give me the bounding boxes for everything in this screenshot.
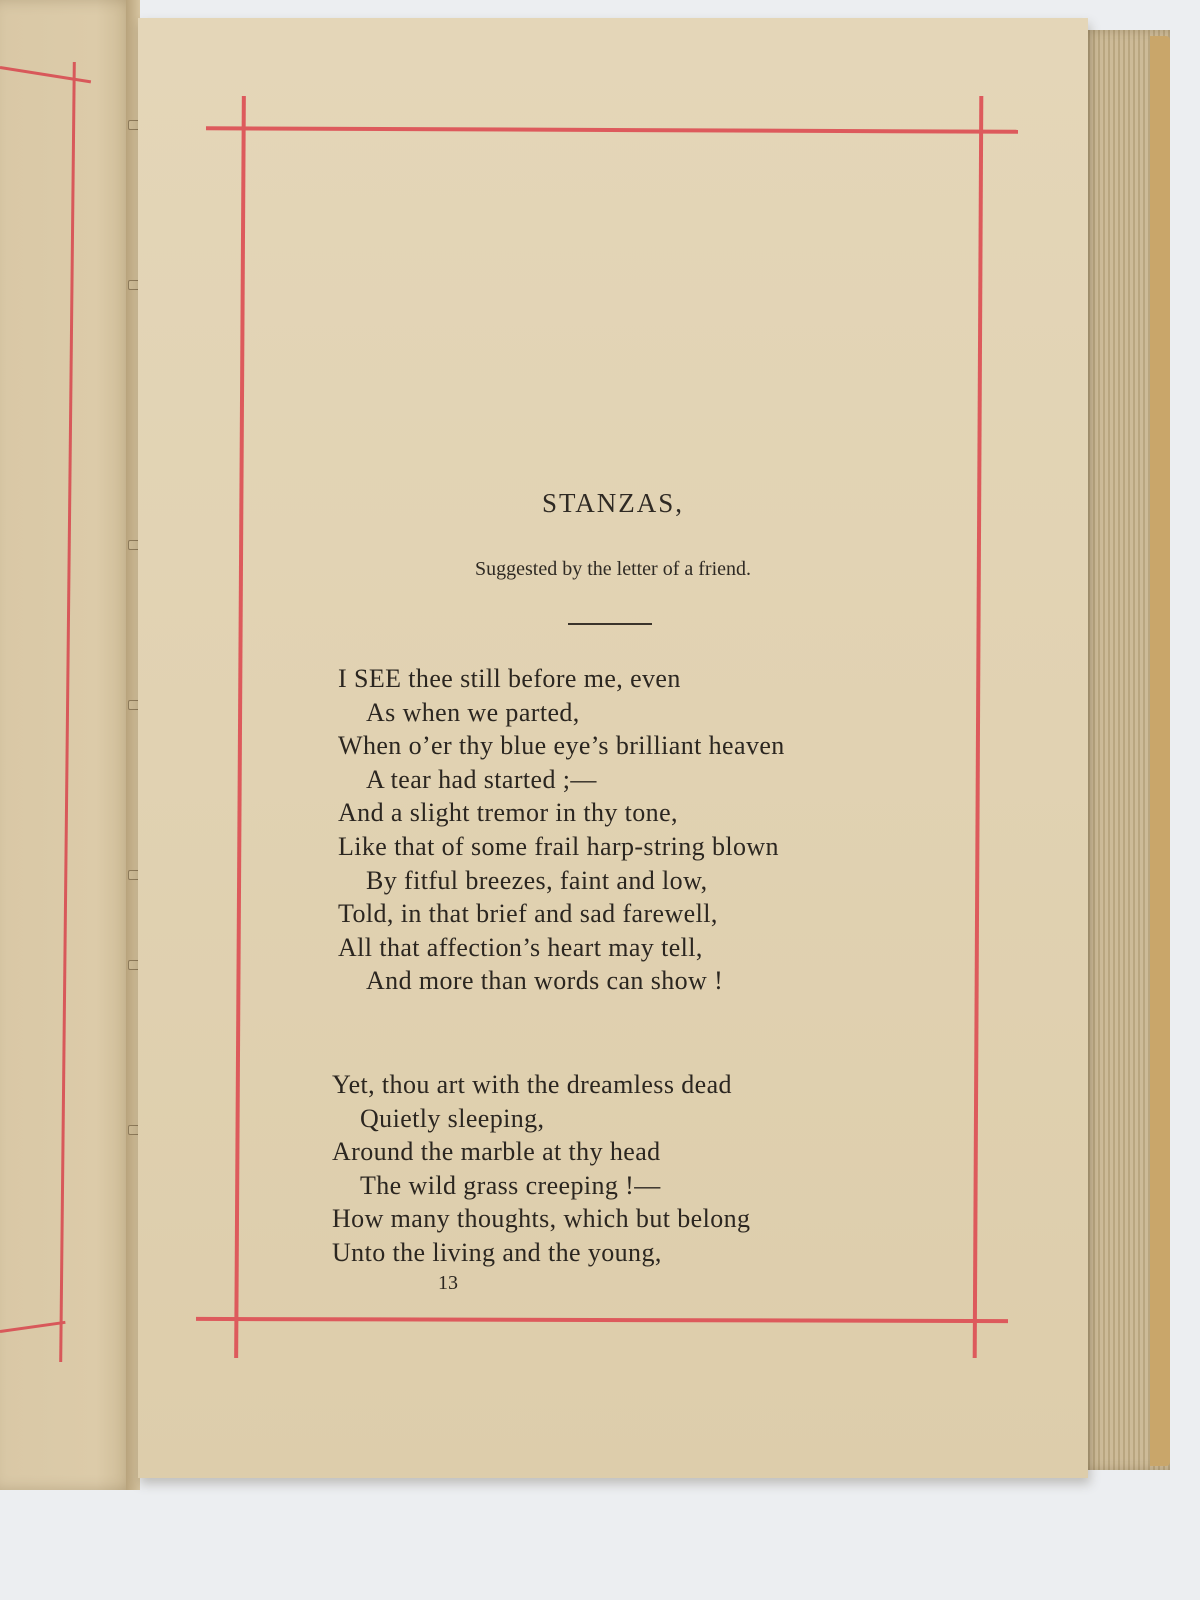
left-page-top-rule: [0, 66, 91, 83]
poem-line: [338, 662, 785, 696]
drop-initial: I: [338, 664, 348, 693]
poem-subtitle: Suggested by the letter of a friend.: [474, 558, 752, 580]
small-caps-word: SEE: [353, 664, 402, 693]
poem-line: When o’er thy blue eye’s brilliant heaven: [338, 731, 785, 761]
poem-line: By fitful breezes, faint and low,: [366, 865, 708, 895]
poem-line: Unto the living and the young,: [332, 1237, 662, 1267]
border-rule-top: [206, 126, 1018, 134]
title-divider: [568, 623, 652, 625]
page-number: 13: [438, 1272, 458, 1294]
stanza-1: [338, 662, 785, 998]
poem-line: Like that of some frail harp-string blown: [338, 831, 779, 861]
poem-line: Around the marble at thy head: [332, 1137, 661, 1167]
poem-line: How many thoughts, which but belong: [332, 1204, 751, 1234]
poem-line: And more than words can show !: [366, 966, 724, 996]
left-page: [0, 0, 138, 1490]
poem-line: All that affection’s heart may tell,: [338, 932, 703, 962]
poem-line: Told, in that brief and sad farewell,: [338, 899, 718, 929]
poem-line: And a slight tremor in thy tone,: [338, 798, 678, 828]
poem-line: As when we parted,: [366, 697, 580, 727]
poem-line-text: thee still before me, even: [401, 664, 681, 693]
border-rule-right: [973, 96, 984, 1358]
stanza-2: [332, 1068, 750, 1270]
border-rule-left: [234, 96, 246, 1358]
poem-line: Quietly sleeping,: [360, 1103, 545, 1133]
poem-line: A tear had started ;—: [366, 764, 597, 794]
left-page-border-rule: [59, 62, 76, 1362]
book-cover-edge: [1150, 36, 1170, 1466]
book-page: [138, 18, 1088, 1478]
poem-line: Yet, thou art with the dreamless dead: [332, 1070, 732, 1099]
left-page-bottom-rule: [0, 1321, 66, 1333]
border-rule-bottom: [196, 1317, 1008, 1323]
poem-line: The wild grass creeping !—: [360, 1170, 661, 1200]
poem-title: STANZAS,: [541, 488, 685, 518]
